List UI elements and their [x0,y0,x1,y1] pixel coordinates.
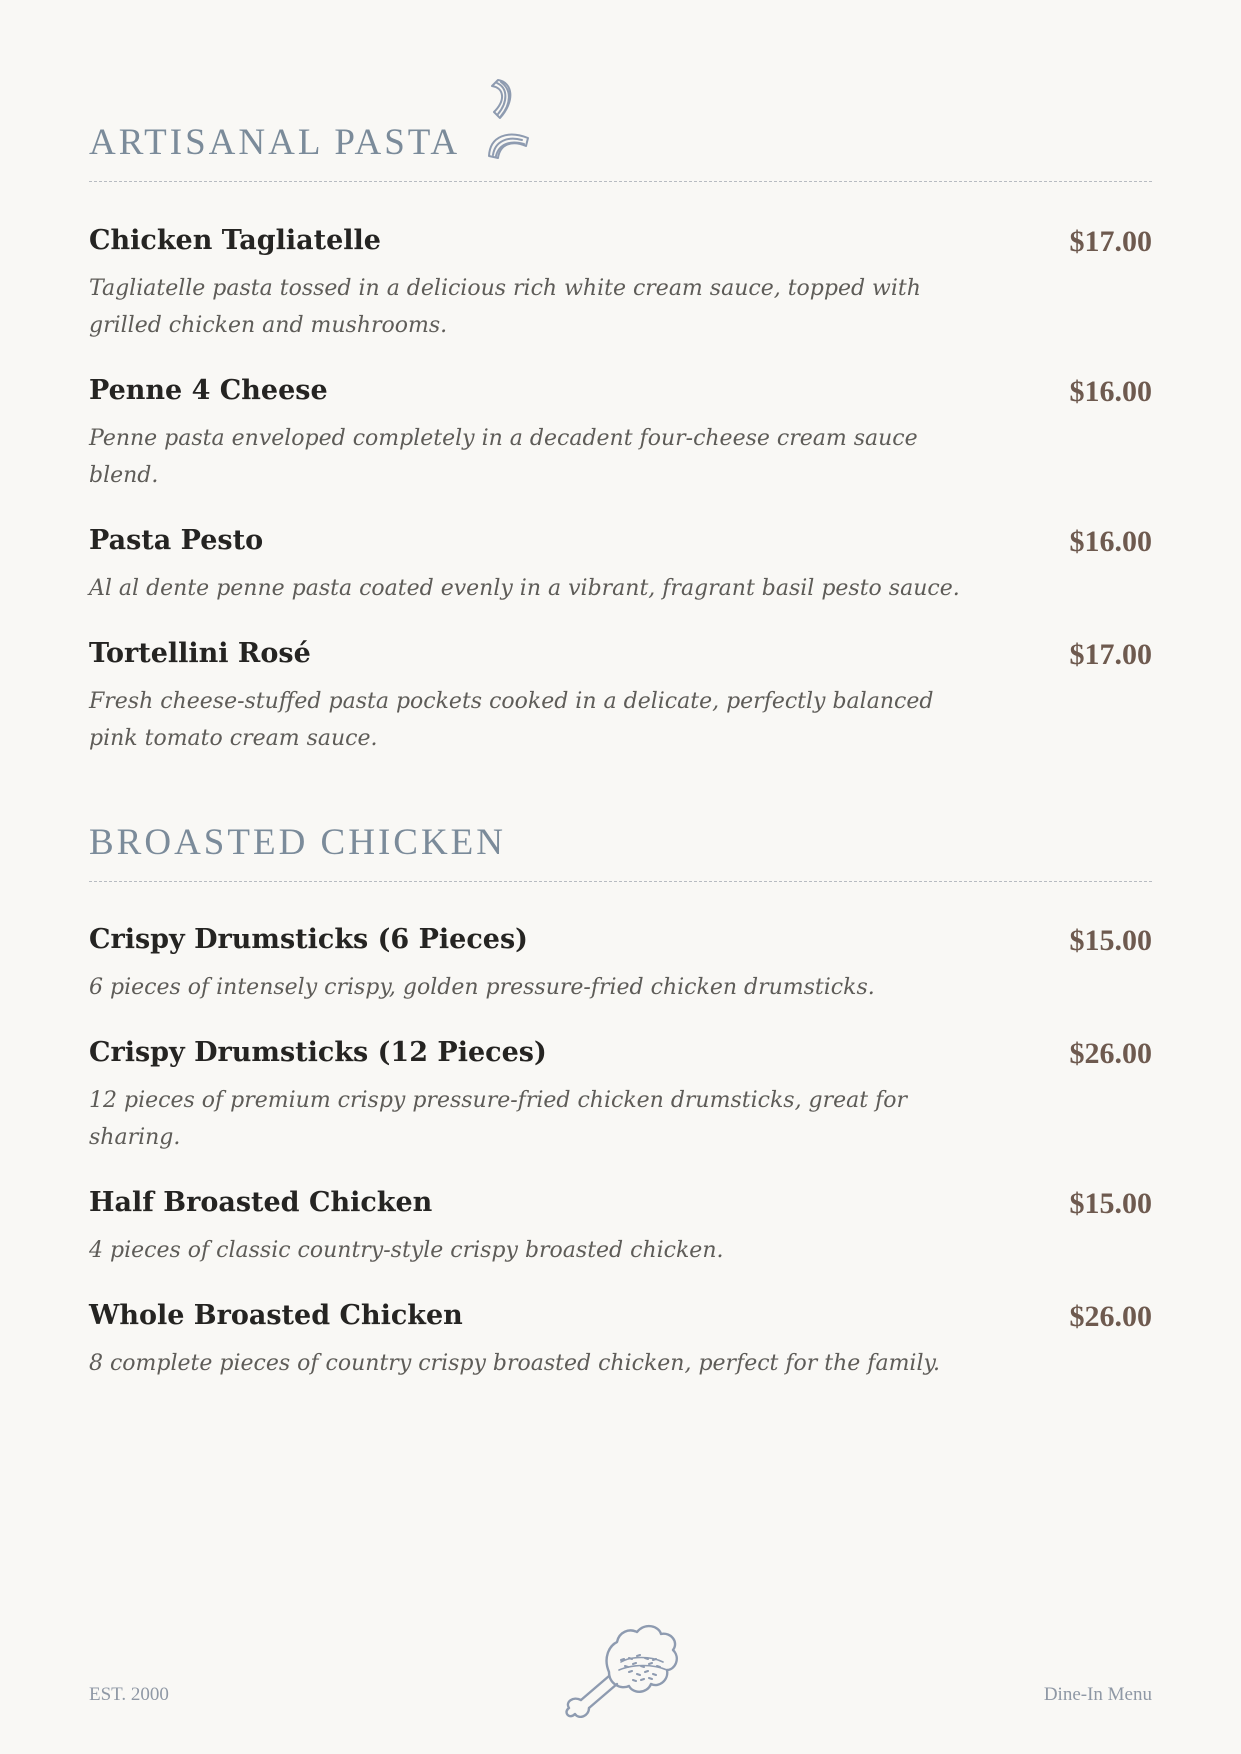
item-price: $16.00 [1069,525,1152,558]
section-title: ARTISANAL PASTA [89,122,461,163]
menu-item [89,525,1152,605]
item-name: Half Broasted Chicken [89,1187,433,1218]
item-name: Chicken Tagliatelle [89,225,381,256]
footer-menu-type: Dine-In Menu [1043,1684,1152,1705]
menu-item [89,638,1152,751]
pasta-icon [486,74,536,166]
item-description: Al al dente penne pasta coated evenly in a vibrant, fragrant basil pesto sauce. [89,576,960,601]
section-header-pasta [89,100,1152,182]
menu-item [89,1037,1152,1150]
item-price: $26.00 [1069,1300,1152,1333]
item-name: Crispy Drumsticks (12 Pieces) [89,1037,547,1068]
item-price: $17.00 [1069,225,1152,258]
item-name: Crispy Drumsticks (6 Pieces) [89,924,528,955]
item-name: Whole Broasted Chicken [89,1300,463,1331]
item-name: Tortellini Rosé [89,638,311,669]
menu-item [89,1187,1152,1267]
section-divider [89,181,1152,182]
menu-item [89,225,1152,338]
section-divider [89,881,1152,882]
menu-item [89,1300,1152,1380]
item-description: 4 pieces of classic country-style crispy broasted chicken. [89,1238,724,1263]
item-description: Fresh cheese-stuffed pasta pockets cooked in a delicate, perfectly balanced pink tomato cream sauce. [89,689,934,751]
drumstick-icon [559,1612,683,1718]
menu-item [89,924,1152,1004]
item-price: $17.00 [1069,638,1152,671]
section-title: BROASTED CHICKEN [89,822,506,863]
item-price: $26.00 [1069,1037,1152,1070]
item-price: $16.00 [1069,375,1152,408]
item-price: $15.00 [1069,924,1152,957]
item-name: Pasta Pesto [89,525,264,556]
menu-item [89,375,1152,488]
footer-established: EST. 2000 [89,1684,169,1705]
item-description: Penne pasta enveloped completely in a decadent four-cheese cream sauce blend. [89,426,918,488]
item-description: 8 complete pieces of country crispy broasted chicken, perfect for the family. [89,1351,940,1376]
item-name: Penne 4 Cheese [89,375,328,406]
section-header-chicken [89,800,1152,882]
menu-page [89,0,1152,1754]
item-price: $15.00 [1069,1187,1152,1220]
item-description: 12 pieces of premium crispy pressure-fried chicken drumsticks, great for sharing. [89,1088,908,1150]
item-description: Tagliatelle pasta tossed in a delicious rich white cream sauce, topped with grilled chicken and mushrooms. [89,276,921,338]
item-description: 6 pieces of intensely crispy, golden pressure-fried chicken drumsticks. [89,975,875,1000]
